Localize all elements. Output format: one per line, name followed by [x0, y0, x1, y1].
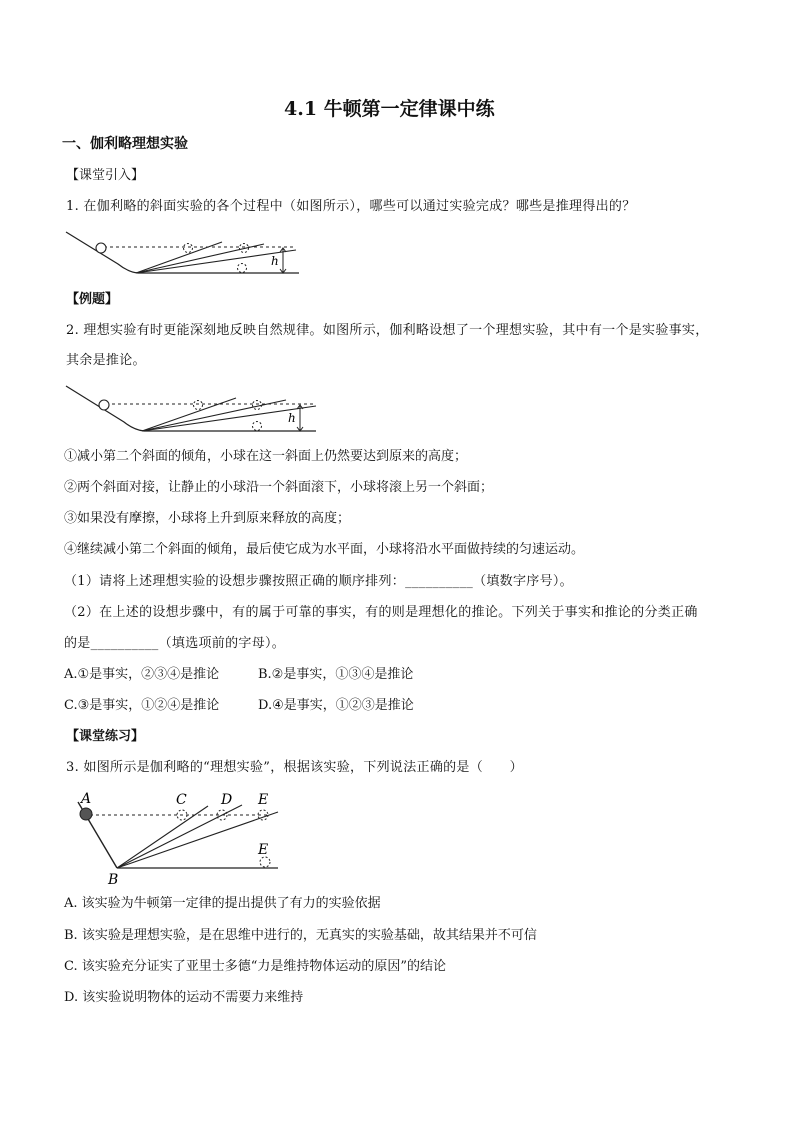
- height-label: h: [288, 411, 296, 425]
- label-c: C: [176, 792, 187, 808]
- incline-d: [117, 805, 242, 868]
- incline-e: [117, 812, 278, 868]
- label-a: A: [81, 791, 92, 807]
- tag-practice: 【课堂练习】: [66, 729, 145, 744]
- figure-1-incline-diagram: [64, 228, 304, 280]
- ball-a: [80, 808, 92, 820]
- height-label: h: [271, 254, 279, 268]
- ball-position-1: [194, 401, 203, 410]
- medium-incline: [136, 244, 264, 273]
- q3-option-a: A. 该实验为牛顿第一定律的提出提供了有力的实验依据: [64, 896, 381, 911]
- step-2: ②两个斜面对接，让静止的小球沿一个斜面滚下，小球将滚上另一个斜面；: [64, 480, 494, 495]
- section-heading: 一、伽利略理想实验: [62, 136, 188, 152]
- medium-incline: [142, 400, 286, 431]
- option-b: B.②是事实，①③④是推论: [258, 667, 414, 682]
- label-e: E: [258, 792, 269, 808]
- question-2-line-2: 其余是推论。: [66, 353, 146, 368]
- ball-start: [99, 400, 109, 410]
- sub-question-2-line-1: （2）在上述的设想步骤中，有的属于可靠的事实，有的则是理想化的推论。下列关于事实和推论的分类正确: [64, 605, 698, 620]
- tag-example: 【例题】: [66, 292, 119, 307]
- ball-start: [96, 243, 106, 253]
- page-title: 4.1 牛顿第一定律课中练: [284, 98, 495, 120]
- sub-question-2-line-2: 的是__________（填选项前的字母）。: [64, 636, 286, 651]
- figure-2-incline-diagram: [64, 382, 324, 438]
- question-2-line-1: 2. 理想实验有时更能深刻地反映自然规律。如图所示，伽利略设想了一个理想实验，其中有一个是实验事实，: [66, 323, 709, 338]
- steep-incline: [142, 398, 236, 431]
- tag-intro: 【课堂引入】: [66, 168, 145, 183]
- label-b: B: [108, 872, 119, 888]
- q3-option-c: C. 该实验充分证实了亚里士多德“力是维持物体运动的原因”的结论: [64, 959, 447, 974]
- option-c: C.③是事实，①②④是推论: [64, 698, 220, 713]
- step-1: ①减小第二个斜面的倾角，小球在这一斜面上仍然要达到原来的高度；: [64, 449, 468, 464]
- option-d: D.④是事实，①②③是推论: [258, 698, 414, 713]
- option-a: A.①是事实，②③④是推论: [64, 667, 220, 682]
- ball-position-3: [253, 422, 262, 431]
- ball-position-2: [253, 401, 262, 410]
- figure-3-ideal-experiment: [70, 788, 290, 888]
- step-4: ④继续减小第二个斜面的倾角，最后使它成为水平面，小球将沿水平面做持续的匀速运动。: [64, 542, 585, 557]
- q3-option-d: D. 该实验说明物体的运动不需要力来维持: [64, 990, 304, 1005]
- ball-position-3: [238, 264, 247, 273]
- question-1: 1. 在伽利略的斜面实验的各个过程中（如图所示），哪些可以通过实验完成？哪些是推理得出的？: [66, 199, 636, 214]
- step-3: ③如果没有摩擦，小球将上升到原来释放的高度；: [64, 511, 351, 526]
- label-d: D: [221, 792, 233, 808]
- label-e-flat: E: [258, 842, 269, 858]
- question-3: 3. 如图所示是伽利略的“理想实验”，根据该实验，下列说法正确的是（ ）: [66, 760, 523, 775]
- ball-position-e-flat: [260, 857, 270, 867]
- q3-option-b: B. 该实验是理想实验，是在思维中进行的，无真实的实验基础，故其结果并不可信: [64, 928, 537, 943]
- sub-question-1: （1）请将上述理想实验的设想步骤按照正确的顺序排列：__________（填数字序号）。: [64, 574, 573, 589]
- ball-position-1: [184, 244, 193, 253]
